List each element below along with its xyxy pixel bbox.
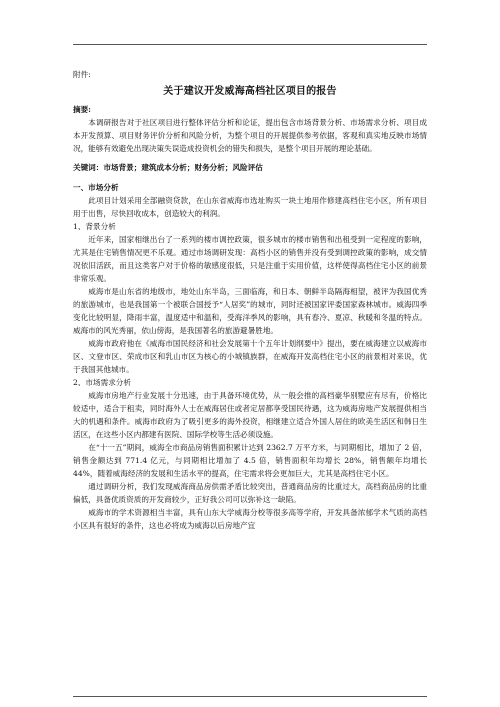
section1-heading: 一、市场分析 [73, 183, 119, 192]
sub1-paragraph-1: 近年来，国家相继出台了一系列的楼市调控政策，很多城市的楼市销售和出租受到一定程度的影响，尤其是住宅销售情况更不乐观。通过市场调研发现：高档小区的销售并没有受到调控政策的影响，成交情况依旧活跃，而且这类客户对于价格的敏感度很低，只是注重于实用价值，这样使得高档住宅小区的前景非常乐观。 [73, 235, 427, 283]
sub1-paragraph-2: 威海市是山东省的地级市，地处山东半岛，三面临海，和日本、朝鲜半岛隔海相望，被评为我国优秀的旅游城市，也是我国第一个被联合国授予“人居奖”的城市，同时还被国家评委国家森林城市。威海四季变化比较明显，降雨丰富，温度适中和温和，受海洋季风的影响，具有春冷、夏凉、秋暖和冬温的特点。威海市的风光秀丽，依山傍海，是我国著名的旅游避暑胜地。 [73, 287, 427, 335]
document-title: 关于建议开发威海高档社区项目的报告 [163, 86, 337, 97]
sub2-heading: 2、市场需求分析 [73, 378, 131, 387]
section1-intro: 此项目计划采用全部融资贷款，在山东省威海市选址购买一块土地用作修建高档住宅小区，所有项目用于出售，尽快回收成本，创造较大的利润。 [73, 196, 427, 218]
abstract-text: 本调研报告对于社区项目进行整体评估分析和论证，提出包含市场背景分析、市场需求分析、项目成本开发预算、项目财务评价分析和风险分析，为整个项目的开展提供参考依据，客观和真实地反映市场情况，能够有效避免出现决策失误造成投资机会的错失和损失，是整个项目开展的理论基础。 [73, 118, 427, 153]
sub2-paragraph-3: 通过调研分析，我们发现威海商品房供需矛盾比较突出，普通商品房的比重过大，高档商品房的比重偏低，具备优质资质的开发商较少，正好我公司可以弥补这一缺陷。 [73, 482, 427, 504]
sub2-paragraph-1: 威海市房地产行业发展十分迅速，由于具备环境优势，从一般会推的高档豪华别墅应有尽有，价格比较适中，适合于租卖，同时海外人士在威海居住或者定居都享受国民待遇，这为威海房地产发展提供相当大的机遇和条件。威海市政府为了吸引更多的海外投资，相继建立适合外国人居住的欧美生活区和韩日生活区，在这些小区内都建有医院、国际学校等生活必须设施。 [73, 391, 427, 439]
keywords-line: 关键词：市场背景；建筑成本分析；财务分析；风险评估 [73, 163, 263, 172]
spacer [73, 174, 427, 181]
footer-rule [73, 696, 427, 697]
sub1-heading: 1、背景分析 [73, 222, 116, 231]
header-rule [73, 44, 427, 45]
document-page [73, 68, 427, 532]
sub1-paragraph-3: 威海市政府他在《威海市国民经济和社会发展第十个五年计划纲要中》提出，要在威海建立以威海市区、文登市区、荣成市区和乳山市区为核心的小城镇族群，在威海开发高档住宅小区的前景相对来说，优于我国其他城市。 [73, 339, 427, 374]
sub2-paragraph-2: 在“十一五”期间，威海全市商品房销售面积累计达到 2362.7 万平方米，与同期相比，增加了 2 倍，销售金额达到 771.4 亿元，与同期相比增加了 4.5 倍，销售面积年均增长 28%，销售额年均增长 44%，随着威海经济的发展和生活水平的提高，住宅需求将会更加巨大，尤其是高档住宅小区。 [73, 443, 427, 478]
sub2-paragraph-4: 威海市的学术资源相当丰富，具有山东大学威海分校等很多高等学府，开发具备浓郁学术气质的高档小区具有很好的条件，这也必将成为威海以后房地产宜 [73, 508, 427, 530]
abstract-label: 摘要: [73, 105, 91, 114]
attachment-label: 附件: [73, 70, 91, 79]
